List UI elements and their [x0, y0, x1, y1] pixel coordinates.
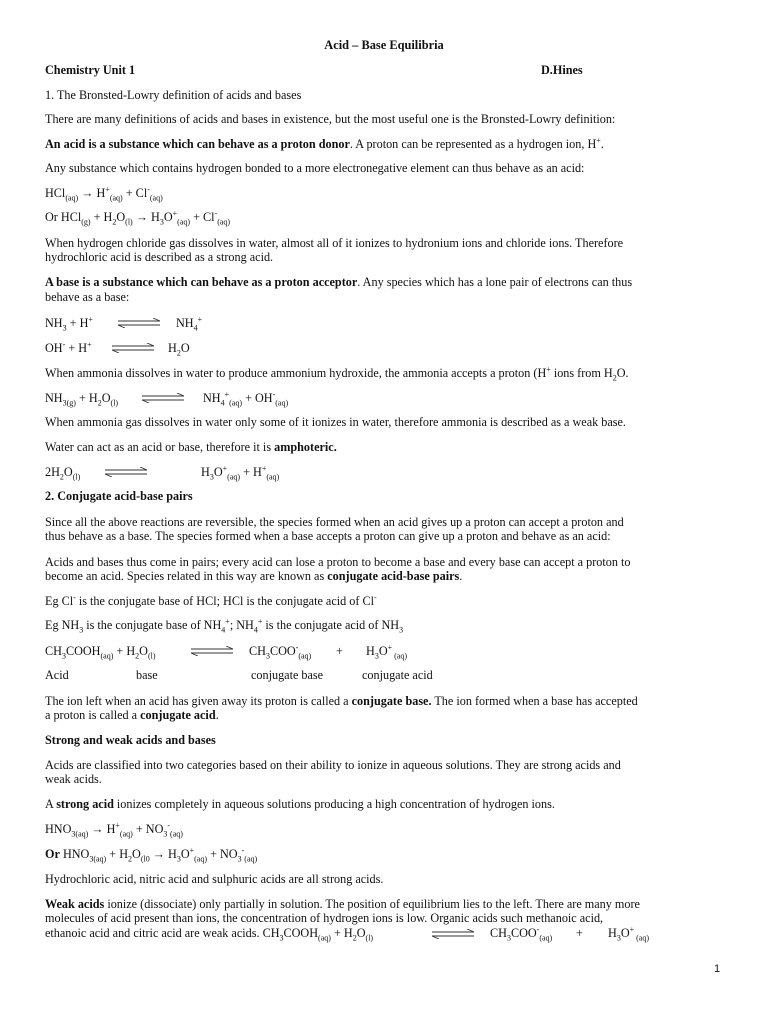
label-conjugate-acid: conjugate acid [362, 668, 433, 682]
equation-hcl-water: Or $HCl_{(g)} + H_2O_{(l)} \to H_3O^+_{(aq)} + Cl^-_{(aq)}$ [45, 208, 231, 227]
equation-hcl-dissociation: $HCl_{(aq)} \to H^+_{(aq)} + Cl^-_{(aq)}$ [45, 184, 163, 203]
paragraph-any-substance: Any substance which contains hydrogen bonded to a more electronegative element can thus behave as an acid: [45, 161, 585, 175]
example-ammonia: Eg $NH_3$ is the conjugate base of $NH_4^+$; $NH_4^+$ is the conjugate acid of $NH_3$ [45, 616, 404, 635]
paragraph-reversible-2: thus behave as a base. The species formed when a base accepts a proton can give up a proton and behave as an acid: [45, 529, 611, 543]
equilibrium-arrow-icon [117, 318, 161, 328]
equation-plus: + [336, 644, 343, 658]
weak-equation-ethanoate: $CH_3COO^-_{(aq)}$ [490, 924, 553, 943]
paragraph-hcl-strong-1: When hydrogen chloride gas dissolves in water, almost all of it ionizes to hydronium ions and chloride ions. Therefore [45, 236, 624, 250]
label-base: base [136, 668, 158, 682]
paragraph-ammonia-weak: When ammonia gas dissolves in water only some of it ionizes in water, therefore ammonia is described as a weak base. [45, 415, 626, 429]
equation-ethanoate: $CH_3COO^-_{(aq)}$ [249, 642, 312, 661]
equilibrium-arrow-icon [431, 929, 475, 939]
paragraph-weak-3: ethanoic acid and citric acid are weak acids. $CH_3COOH_{(aq)} + H_2O_{(l)}$ [45, 926, 374, 943]
paragraph-hcl-strong-2: hydrochloric acid is described as a strong acid. [45, 250, 274, 264]
equation-nh3-products: $NH_4^+_{(aq)} + OH^-_{(aq)}$ [203, 389, 289, 408]
paragraph-conjugate-1: The ion left when an acid has given away its proton is called a conjugate base. The ion formed when a base has accepted [45, 694, 638, 708]
paragraph-conjugate-2: a proton is called a conjugate acid. [45, 708, 219, 722]
paragraph-weak-2: molecules of acid present than ions, the concentration of hydrogen ions is low. Organic acids such methanoic acid, [45, 911, 604, 925]
base-definition-2: behave as a base: [45, 290, 130, 304]
equation-oh-proton: OH- + H+ [45, 339, 92, 355]
acid-definition: An acid is a substance which can behave as a proton donor. A proton can be represented as a hydrogen ion, H+. [45, 135, 604, 151]
paragraph-strong-acid: A strong acid ionizes completely in aqueous solutions producing a high concentration of hydrogen ions. [45, 797, 555, 811]
equation-nh4-product: $NH_4^+$ [176, 314, 203, 333]
paragraph-ammonia-dissolves: When ammonia dissolves in water to produce ammonium hydroxide, the ammonia accepts a proton (H+ ions from $H_2O$. [45, 364, 629, 383]
equation-nitric-acid-water: Or $HNO_{3(aq)} + H_2O_{(l0} \to H_3O^+_{(aq)} + NO_3^-_{(aq)}$ [45, 845, 258, 864]
equation-ethanoic-acid: $CH_3COOH_{(aq)} + H_2O_{(l)}$ [45, 644, 156, 661]
equation-nh3-proton: $NH_3 + H^+$ [45, 314, 93, 333]
section-3-heading: Strong and weak acids and bases [45, 733, 216, 747]
paragraph-classified-2: weak acids. [45, 772, 102, 786]
equilibrium-arrow-icon [141, 393, 185, 403]
paragraph-definitions: There are many definitions of acids and bases in existence, but the most useful one is the Bronsted-Lowry definition: [45, 112, 616, 126]
paragraph-amphoteric: Water can act as an acid or base, therefore it is amphoteric. [45, 440, 337, 454]
paragraph-pairs-1: Acids and bases thus come in pairs; every acid can lose a proton to become a base and every base can accept a proton to [45, 555, 631, 569]
equation-water-autoionization: $2H_2O_{(l)}$ [45, 465, 81, 482]
course-name: Chemistry Unit 1 [45, 63, 136, 77]
paragraph-classified-1: Acids are classified into two categories based on their ability to ionize in aqueous solutions. They are strong acids and [45, 758, 621, 772]
equation-nitric-acid: $HNO_{3(aq)} \to H^+_{(aq)} + NO_3^-_{(aq)}$ [45, 820, 183, 839]
example-chloride: Eg Cl- is the conjugate base of HCl; HCl is the conjugate acid of Cl- [45, 592, 377, 608]
section-2-heading: 2. Conjugate acid-base pairs [45, 489, 193, 503]
equilibrium-arrow-icon [104, 467, 148, 477]
weak-equation-plus: + [576, 926, 583, 940]
section-1-heading: 1. The Bronsted-Lowry definition of acids and bases [45, 88, 302, 102]
weak-equation-hydronium: $H_3O^+$ $_{(aq)}$ [608, 924, 650, 943]
base-definition: A base is a substance which can behave as a proton acceptor. Any species which has a lone pair of electrons can thus [45, 275, 633, 289]
equilibrium-arrow-icon [190, 646, 234, 656]
paragraph-strong-examples: Hydrochloric acid, nitric acid and sulphuric acids are all strong acids. [45, 872, 384, 886]
label-acid: Acid [45, 668, 69, 682]
page-number: 1 [714, 963, 721, 975]
equilibrium-arrow-icon [111, 343, 155, 353]
author-name: D.Hines [541, 63, 583, 77]
equation-water-products: $H_3O^+_{(aq)} + H^+_{(aq)}$ [201, 463, 280, 482]
equation-nh3-water: $NH_{3(g)} + H_2O_{(l)}$ [45, 391, 119, 408]
page-title: Acid – Base Equilibria [324, 38, 444, 52]
paragraph-weak-1: Weak acids ionize (dissociate) only partially in solution. The position of equilibrium lies to the left. There are many more [45, 897, 640, 911]
paragraph-reversible-1: Since all the above reactions are reversible, the species formed when an acid gives up a proton can accept a proton and [45, 515, 624, 529]
equation-hydronium: $H_3O^+$ $_{(aq)}$ [366, 642, 408, 661]
paragraph-pairs-2: become an acid. Species related in this way are known as conjugate acid-base pairs. [45, 569, 463, 583]
equation-water-product: $H_2O$ [168, 341, 190, 358]
label-conjugate-base: conjugate base [251, 668, 324, 682]
